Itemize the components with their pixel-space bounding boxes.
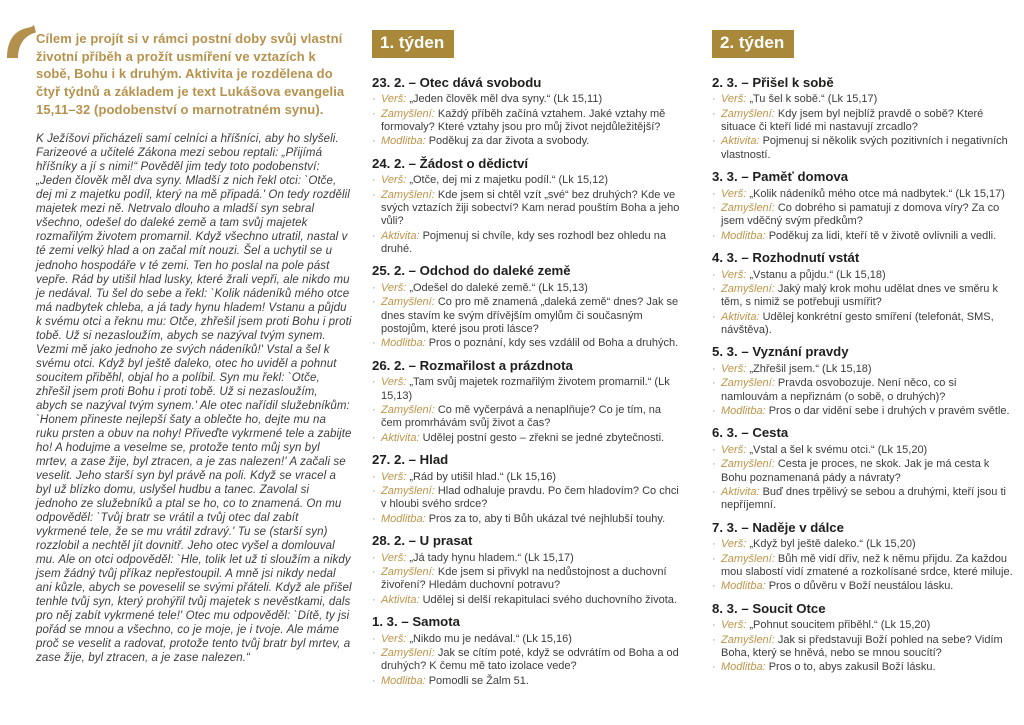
item-label: Aktivita: [721, 486, 763, 498]
item-text: Jak si představuji Boží pohled na sebe? Vidím Boha, který se hněvá, nebo se mnou soucítí? [721, 633, 1003, 660]
item-label: Modlitba: [721, 404, 769, 417]
day-heading: 25. 2. – Odchod do daleké země [372, 263, 571, 279]
item-text: Co mě vyčerpává a nenaplňuje? Co je tím, na čem promrhávám svůj život a čas? [381, 403, 662, 430]
bullet-dot-icon: · [712, 538, 716, 551]
bullet-dot-icon: · [372, 376, 376, 389]
entry-item-row [372, 135, 684, 148]
item-text: Pros o dar vidění sebe i druhých v pravém světle. [768, 404, 1010, 417]
day-entry [712, 250, 1014, 337]
bullet-dot-icon: · [712, 135, 716, 148]
bullet-dot-icon: · [372, 93, 376, 106]
day-heading: 28. 2. – U prasat [372, 532, 473, 548]
entry-item-row [712, 283, 1014, 310]
item-label: Modlitba: [381, 674, 429, 687]
day-entry [712, 601, 1014, 675]
week-2-title-badge: 2. týden [712, 30, 794, 58]
item-text: Kde jsem si přivykl na nedůstojnost a duchovní živoření? Hledám duchovní potravu? [381, 566, 667, 592]
bullet-dot-icon: · [372, 296, 376, 309]
item-label: Aktivita: [721, 135, 763, 148]
item-label: Verš: [721, 93, 750, 106]
item-label: Verš: [721, 268, 750, 281]
item-label: Modlitba: [381, 512, 429, 525]
entry-item-row [712, 580, 1014, 593]
bullet-dot-icon: · [372, 431, 376, 444]
day-entry [372, 452, 684, 526]
item-label: Verš: [381, 282, 410, 295]
day-heading: 5. 3. – Vyznání pravdy [712, 344, 849, 360]
item-text: Co pro mě znamená „daleká země“ dnes? Jak se dnes stavím ke svým dřívějším omylům či současným postojům, které jsou proti lásce? [381, 296, 679, 335]
entry-item-row [372, 432, 684, 445]
bullet-dot-icon: · [372, 566, 376, 579]
item-text: Pros o důvěru v Boží neustálou lásku. [768, 580, 954, 593]
bullet-dot-icon: · [372, 107, 376, 120]
item-label: Zamyšlení: [381, 296, 438, 309]
entry-item-row [372, 337, 684, 350]
item-label: Zamyšlení: [721, 202, 778, 215]
item-text: Každý příběh začíná vztahem. Jaké vztahy mě formovaly? Které vztahy jsou pro můj život nejdůležitější? [381, 107, 666, 133]
entry-item-row [712, 553, 1014, 580]
item-label: Zamyšlení: [381, 403, 438, 416]
day-entry [712, 520, 1014, 594]
day-heading: 6. 3. – Cesta [712, 425, 789, 441]
entry-item-row [712, 135, 1014, 162]
item-label: Verš: [381, 93, 410, 106]
entry-item-row [372, 513, 684, 526]
item-text: Kde jsem si chtěl vzít „své“ bez druhých? Kde ve svých vztazích žiji sobectví? Kam nerad pouštím Boha a jeho vůli? [381, 188, 680, 228]
intro-column [36, 30, 352, 665]
entry-item-row [372, 633, 684, 646]
bullet-dot-icon: · [372, 282, 376, 295]
entry-item-row [712, 444, 1014, 457]
entry-item-row [372, 675, 684, 688]
entry-item-row [372, 471, 684, 484]
week-1-title-badge: 1. týden [372, 30, 454, 58]
item-text: Hlad odhaluje pravdu. Po čem hladovím? Co chci v hloubi svého srdce? [381, 485, 679, 511]
item-text: Pojmenuj si několik svých pozitivních i negativních vlastností. [721, 135, 1008, 161]
week-1-column [372, 30, 684, 690]
item-text: „Kolik nádeníků mého otce má nadbytek.“ (Lk 15,17) [749, 187, 1005, 200]
bullet-dot-icon: · [372, 229, 376, 242]
item-label: Verš: [721, 187, 750, 200]
item-text: Udělej postní gesto – zřekni se jedné zbytečnosti. [422, 431, 665, 444]
bullet-dot-icon: · [372, 647, 376, 660]
item-text: „Nikdo mu je nedával.“ (Lk 15,16) [409, 632, 572, 645]
item-text: Jak se cítím poté, když se odvrátím od Boha a od druhých? K čemu mě tato izolace vede? [381, 647, 679, 673]
entry-item-row [372, 93, 684, 106]
item-label: Verš: [381, 551, 410, 564]
entry-item-row [712, 230, 1014, 243]
day-heading: 27. 2. – Hlad [372, 451, 449, 467]
bullet-dot-icon: · [372, 337, 376, 350]
entry-item-row [712, 634, 1014, 661]
entry-item-row [712, 377, 1014, 404]
bullet-dot-icon: · [712, 552, 716, 565]
entry-item-row [712, 269, 1014, 282]
item-label: Verš: [721, 619, 750, 632]
entry-item-row [372, 594, 684, 607]
item-text: Poděkuj za dar života a svobody. [428, 135, 590, 148]
day-heading: 2. 3. – Přišel k sobě [712, 74, 834, 90]
bullet-dot-icon: · [712, 444, 716, 457]
day-entry [712, 425, 1014, 512]
day-entry [372, 533, 684, 607]
day-entry [372, 358, 684, 445]
bullet-dot-icon: · [712, 661, 716, 674]
entry-item-row [712, 93, 1014, 106]
entry-item-row [372, 282, 684, 295]
item-label: Zamyšlení: [721, 107, 778, 120]
item-text: Pros o poznání, kdy ses vzdálil od Boha a druhých. [428, 337, 679, 350]
item-text: Kdy jsem byl nejblíž pravdě o sobě? Které situace či kteří lidé mi nastavují zrcadlo? [721, 107, 984, 133]
item-text: „Tu šel k sobě.“ (Lk 15,17) [749, 93, 878, 106]
item-text: Udělej konkrétní gesto smíření (telefonát, SMS, návštěva). [721, 310, 994, 336]
bullet-dot-icon: · [372, 135, 376, 148]
item-label: Modlitba: [721, 580, 769, 593]
item-text: „Vstanu a půjdu.“ (Lk 15,18) [749, 268, 886, 281]
week-1-entries [372, 75, 684, 688]
entry-item-row [712, 363, 1014, 376]
item-label: Verš: [381, 174, 410, 187]
entry-item-row [712, 458, 1014, 485]
item-label: Aktivita: [381, 593, 423, 606]
day-heading: 7. 3. – Naděje v dálce [712, 519, 844, 535]
day-heading: 24. 2. – Žádost o dědictví [372, 155, 529, 171]
item-text: Pomodli se Žalm 51. [428, 674, 529, 687]
bullet-dot-icon: · [372, 593, 376, 606]
item-text: Bůh mě vidí dřív, než k němu přijdu. Za každou mou slabostí vidí zmatené a rozkolísané srdce, které miluje. [721, 552, 1013, 579]
bullet-dot-icon: · [712, 93, 716, 106]
item-text: Pravda osvobozuje. Není něco, co si namlouvám a nepřiznám (o sobě, o druhých)? [721, 377, 957, 403]
item-label: Zamyšlení: [381, 485, 438, 497]
item-label: Zamyšlení: [721, 283, 778, 296]
day-entry [712, 75, 1014, 162]
bullet-dot-icon: · [712, 107, 716, 120]
item-label: Verš: [721, 444, 750, 457]
entry-item-row [712, 538, 1014, 551]
intro-block [36, 30, 352, 118]
entry-item-row [372, 485, 684, 512]
bullet-dot-icon: · [372, 470, 376, 483]
entry-item-row [372, 552, 684, 565]
item-text: „Odešel do daleké země.“ (Lk 15,13) [409, 282, 588, 295]
bullet-dot-icon: · [372, 674, 376, 687]
bullet-dot-icon: · [712, 283, 716, 296]
day-heading: 8. 3. – Soucit Otce [712, 600, 826, 616]
item-text: „Jeden člověk měl dva syny.“ (Lk 15,11) [409, 93, 603, 106]
item-label: Zamyšlení: [381, 647, 438, 660]
entry-item-row [372, 189, 684, 229]
gospel-text: K Ježíšovi přicházeli samí celníci a hříšníci, aby ho slyšeli. Farizeové a učitelé Zákona mezi sebou reptali: „Přijímá hříšníky a jí s nimi!“ Pověděl jim tedy toto podobenství: „Jeden člověk měl dva syny. Mladší z nich řekl otci: `Otče, dej mi z majetku podíl, který na mě připadá.' On tedy rozdělil majetek mezi ně. Netrvalo dlouho a mladší syn sebral všechno, odešel do daleké země a tam svůj majetek rozmařilým životem promarnil. Když všechno utratil, nastal v té zemi velký hlad a on začal mít nouzi. Šel a uchytil se u jednoho hospodáře v té zemi. Ten ho poslal na pole pást vepře. Rád by utišil hlad lusky, které žrali vepři, ale nikdo mu je nedával. Tu šel do sebe a řekl: `Kolik nádeníků mého otce má nadbytek chleba, a já tady hynu hladem! Vstanu a půjdu k svému otci a řeknu mu: Otče, zhřešil jsem proti Bohu i proti tobě. Už si nezasloužím, abych se nazýval tvým synem. Vezmi mě jako jednoho ze svých nádeníků!' Vstal a šel k svému otci. Když byl ještě daleko, otec ho uviděl a pohnut soucitem přiběhl, objal ho a políbil. Syn mu řekl: `Otče, zhřešil jsem proti Bohu i proti tobě. Už si nezasloužím, abych se nazýval tvým synem.' Ale otec nařídil služebníkům: `Honem přineste nejlepší šaty a oblečte ho, dejte mu na ruku prsten a obuv na nohy! Přiveďte vykrmené tele a zabijte ho! A hodujme a veselme se, protože tento můj syn byl mrtev, a zase žije, byl ztracen, a je zas nalezen!' A začali se veselit. Jeho starší syn byl právě na poli. Když se vracel a byl už blízko domu, uslyšel hudbu a tanec. Zavolal si jednoho ze služebníků a ptal se ho, co to znamená. On mu odpověděl: `Tvůj bratr se vrátil a tvůj otec dal zabít vykrmené tele, že se mu vrátil zdravý.' Tu se (starší syn) rozzlobil a nechtěl jít dovnitř. Jeho otec vyšel a domlouval mu. Ale on otci odpověděl: `Hle, tolik let už ti sloužím a nikdy jsem žádný tvůj příkaz nepřestoupil. A mně jsi nikdy nedal ani kůzle, abych se poveselil se svými přáteli. Když ale přišel tenhle tvůj syn, který prohýřil tvůj majetek s nevěstkami, dals pro něj zabít vykrmené tele!' Otec mu odpověděl: `Dítě, ty jsi pořád se mnou a všechno, co je moje, je i tvoje. Ale máme proč se veselit a radovat, protože tento tvůj bratr byl mrtev, a zase žije, byl ztracen, a je zase nalezen.“ [36, 133, 352, 664]
item-label: Zamyšlení: [381, 188, 438, 201]
item-text: Pojmenuj si chvíle, kdy ses rozhodl bez ohledu na druhé. [381, 229, 666, 255]
entry-item-row [372, 647, 684, 674]
bullet-dot-icon: · [712, 187, 716, 200]
item-label: Aktivita: [381, 229, 423, 242]
item-label: Zamyšlení: [721, 458, 778, 471]
item-label: Zamyšlení: [721, 633, 778, 646]
bullet-dot-icon: · [712, 202, 716, 215]
item-text: Co dobrého si pamatuji z domova víry? Za co jsem vděčný svým předkům? [721, 202, 1000, 228]
item-text: Udělej si delší rekapitulaci svého duchovního života. [422, 593, 677, 606]
day-entry [372, 263, 684, 350]
entry-item-row [712, 486, 1014, 513]
entry-item-row [712, 661, 1014, 674]
item-text: „Pohnut soucitem přiběhl.“ (Lk 15,20) [749, 619, 931, 632]
bullet-dot-icon: · [712, 580, 716, 593]
week-2-column [712, 30, 1014, 677]
entry-item-row [372, 566, 684, 593]
bullet-dot-icon: · [372, 403, 376, 416]
opening-quote-icon [6, 24, 36, 58]
item-label: Verš: [381, 376, 410, 389]
bullet-dot-icon: · [712, 633, 716, 646]
entry-item-row [372, 230, 684, 257]
bullet-dot-icon: · [372, 485, 376, 497]
item-label: Aktivita: [381, 431, 423, 444]
bullet-dot-icon: · [712, 486, 716, 498]
item-text: Pros o to, abys zakusil Boží lásku. [768, 661, 936, 674]
item-label: Aktivita: [721, 310, 763, 323]
bullet-dot-icon: · [712, 229, 716, 242]
intro-text: Cílem je projít si v rámci postní doby svůj vlastní životní příběh a prožít usmíření ve vztazích k sobě, Bohu i k druhým. Aktivita je rozdělena do čtyř týdnů a základem je text Lukášova evangelia 15,11–32 (podobenství o marnotratném synu). [36, 31, 345, 117]
bullet-dot-icon: · [712, 619, 716, 632]
item-text: „Rád by utišil hlad.“ (Lk 15,16) [409, 470, 557, 483]
bullet-dot-icon: · [372, 512, 376, 525]
item-label: Modlitba: [721, 661, 769, 674]
day-entry [712, 169, 1014, 243]
day-entry [712, 344, 1014, 418]
entry-item-row [372, 404, 684, 431]
day-heading: 1. 3. – Samota [372, 613, 460, 629]
bullet-dot-icon: · [372, 174, 376, 187]
bullet-dot-icon: · [372, 632, 376, 645]
bullet-dot-icon: · [712, 310, 716, 323]
item-text: Jaký malý krok mohu udělat dnes ve směru k těm, s nimiž se potřebuji usmířit? [721, 283, 998, 309]
bullet-dot-icon: · [372, 551, 376, 564]
item-text: „Když byl ještě daleko.“ (Lk 15,20) [749, 538, 916, 551]
item-text: „Tam svůj majetek rozmařilým životem promarnil.“ (Lk 15,13) [381, 376, 670, 402]
item-label: Zamyšlení: [721, 552, 778, 565]
item-label: Zamyšlení: [721, 377, 778, 390]
item-label: Modlitba: [721, 229, 769, 242]
bullet-dot-icon: · [712, 268, 716, 281]
day-heading: 26. 2. – Rozmařilost a prázdnota [372, 357, 573, 373]
item-text: „Zhřešil jsem.“ (Lk 15,18) [749, 363, 872, 376]
entry-item-row [712, 108, 1014, 135]
item-text: Poděkuj za lidi, kteří tě v životě ovlivnili a vedli. [768, 229, 997, 242]
item-text: „Já tady hynu hladem.“ (Lk 15,17) [409, 551, 574, 564]
item-label: Modlitba: [381, 337, 429, 350]
entry-item-row [712, 405, 1014, 418]
entry-item-row [372, 296, 684, 336]
day-heading: 23. 2. – Otec dává svobodu [372, 74, 542, 90]
bullet-dot-icon: · [712, 458, 716, 471]
item-text: „Vstal a šel k svému otci.“ (Lk 15,20) [749, 444, 928, 457]
item-label: Verš: [721, 363, 750, 376]
bullet-dot-icon: · [372, 188, 376, 201]
item-text: Cesta je proces, ne skok. Jak je má cesta k Bohu poznamenaná pády a návraty? [721, 458, 990, 484]
week-2-entries [712, 75, 1014, 675]
day-entry [372, 75, 684, 149]
entry-item-row [712, 188, 1014, 201]
item-text: „Otče, dej mi z majetku podíl.“ (Lk 15,12) [409, 174, 609, 187]
item-label: Verš: [721, 538, 750, 551]
item-label: Zamyšlení: [381, 107, 438, 120]
entry-item-row [372, 108, 684, 135]
entry-item-row [712, 619, 1014, 632]
item-text: Buď dnes trpělivý se sebou a druhými, kteří jsou ti nepříjemní. [721, 486, 1006, 512]
item-label: Modlitba: [381, 135, 429, 148]
day-heading: 4. 3. – Rozhodnutí vstát [712, 249, 860, 265]
bullet-dot-icon: · [712, 363, 716, 376]
entry-item-row [712, 311, 1014, 338]
day-entry [372, 614, 684, 688]
entry-item-row [372, 174, 684, 187]
day-entry [372, 156, 684, 257]
bullet-dot-icon: · [712, 377, 716, 390]
entry-item-row [712, 202, 1014, 229]
item-text: Pros za to, aby ti Bůh ukázal tvé nejhlubší touhy. [428, 512, 666, 525]
item-label: Zamyšlení: [381, 566, 438, 579]
bullet-dot-icon: · [712, 404, 716, 417]
item-label: Verš: [381, 470, 410, 483]
day-heading: 3. 3. – Paměť domova [712, 168, 849, 184]
entry-item-row [372, 376, 684, 403]
item-label: Verš: [381, 632, 410, 645]
